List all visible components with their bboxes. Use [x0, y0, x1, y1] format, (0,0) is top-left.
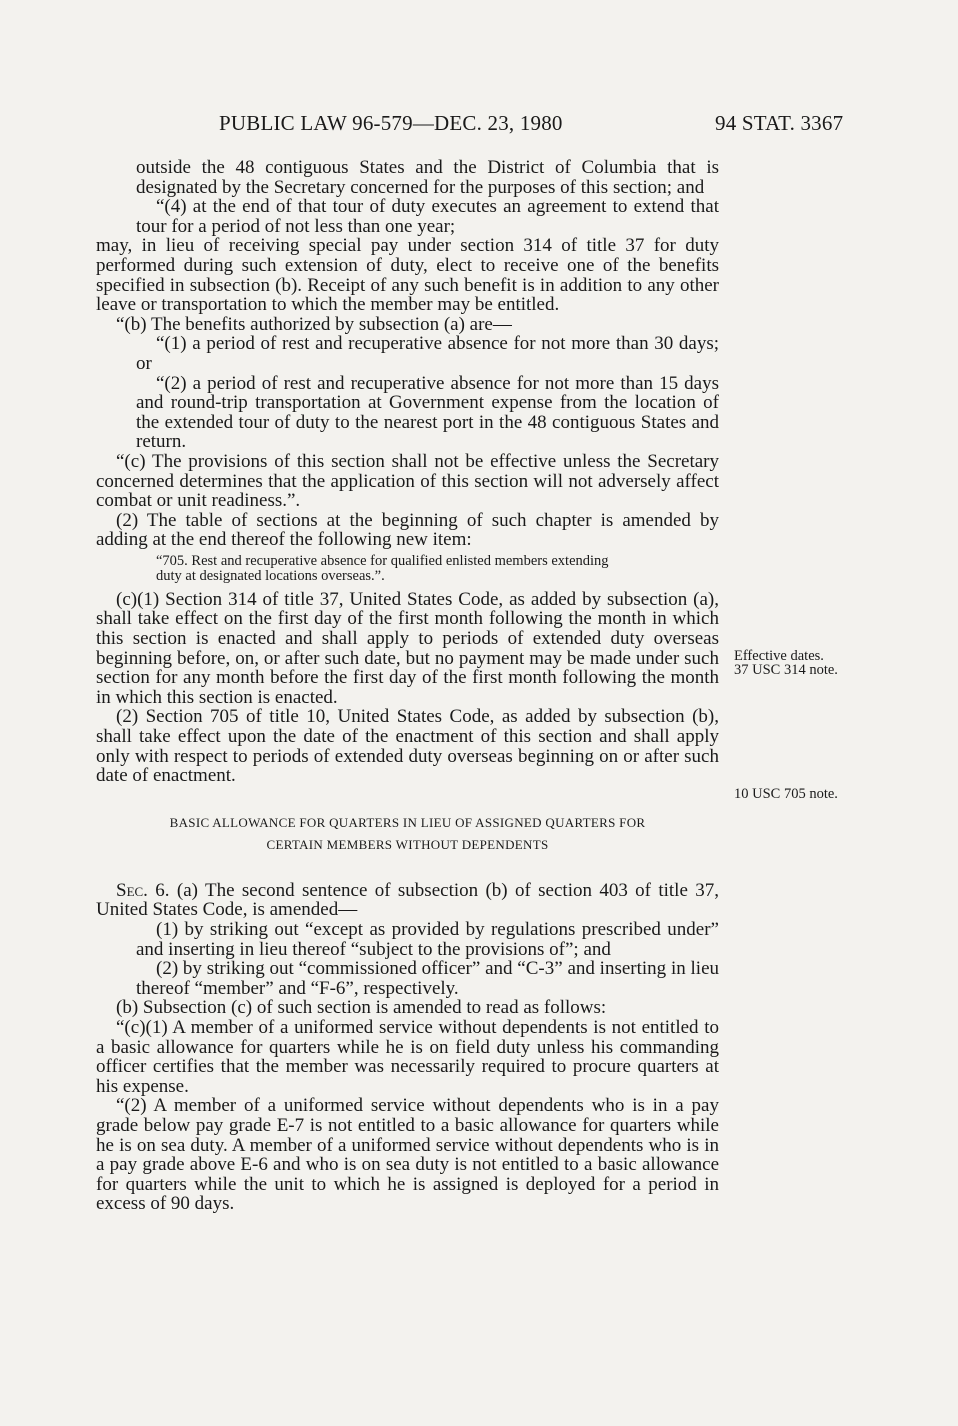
paragraph: (2) by striking out “commissioned officer” and “C-3” and inserting in lieu thereof “member” and “F-6”, respectively.: [136, 958, 719, 999]
paragraph: “(c)(1) A member of a uniformed service without dependents is not entitled to a basic allowance for quarters while he is on field duty unless his commanding officer certifies that the member was necessarily required to procure quarters at his expense.: [96, 1016, 719, 1097]
margin-note-37-usc-314: 37 USC 314 note.: [734, 662, 838, 678]
paragraph: outside the 48 contiguous States and the District of Columbia that is designated by the Secretary concerned for the purposes of this section; and: [136, 157, 719, 198]
paragraph-text: (a) The second sentence of subsection (b) of section 403 of title 37, United States Code, is amended—: [96, 879, 719, 921]
section-heading: [96, 812, 719, 856]
table-item-line: duty at designated locations overseas.”.: [156, 567, 385, 584]
paragraph: “(b) The benefits authorized by subsection (a) are—: [116, 313, 512, 335]
margin-note-10-usc-705: 10 USC 705 note.: [734, 786, 838, 802]
paragraph: (b) Subsection (c) of such section is amended to read as follows:: [116, 997, 607, 1019]
paragraph: “(2) A member of a uniformed service without dependents who is in a pay grade below pay grade E-7 is not entitled to a basic allowance for quarters while he is on sea duty. A member of a uniformed service without dependents who is in a pay grade above E-6 and who is on sea duty is not entitled to a basic allowance for quarters while the unit to which he is assigned is deployed for a period in excess of 90 days.: [96, 1095, 719, 1215]
page-header-title: PUBLIC LAW 96-579—DEC. 23, 1980: [219, 111, 563, 135]
heading-line: CERTAIN MEMBERS WITHOUT DEPENDENTS: [266, 836, 549, 852]
section-label: Sec. 6.: [116, 879, 170, 901]
table-item-line: “705. Rest and recuperative absence for qualified enlisted members extending: [156, 552, 609, 569]
margin-note-effective-dates: Effective dates.: [734, 648, 824, 664]
paragraph: “(c) The provisions of this section shall not be effective unless the Secretary concerned determines that the application of this section will not adversely affect combat or unit readiness.”.: [96, 450, 719, 512]
body-text: [96, 158, 719, 1214]
paragraph: (c)(1) Section 314 of title 37, United States Code, as added by subsection (a), shall take effect on the first day of the first month following the month in which this section is enacted and shall apply to periods of extended duty overseas beginning before, on, or after such date, but no payment may be made under such section for any month before the first day of the first month following the month in which this section is enacted.: [96, 588, 719, 708]
paragraph: (2) Section 705 of title 10, United States Code, as added by subsection (b), shall take effect upon the date of the enactment of this section and shall apply only with respect to periods of extended duty overseas beginning on or after such date of enactment.: [96, 706, 719, 787]
page-header-stat: 94 STAT. 3367: [715, 111, 844, 135]
paragraph: may, in lieu of receiving special pay under section 314 of title 37 for duty performed during such extension of duty, elect to receive one of the benefits specified in subsection (b). Receipt of any such benefit is in addition to any other leave or transportation to which the member may be entitled.: [96, 235, 719, 316]
table-of-sections-item: [96, 554, 719, 584]
paragraph: “(2) a period of rest and recuperative absence for not more than 15 days and round-trip transportation at Government expense from the location of the extended tour of duty to the nearest port in the 48 contiguous States and return.: [136, 372, 719, 453]
paragraph: [96, 881, 719, 920]
paragraph: “(1) a period of rest and recuperative absence for not more than 30 days; or: [136, 333, 719, 374]
paragraph: “(4) at the end of that tour of duty executes an agreement to extend that tour for a period of not less than one year;: [136, 196, 719, 237]
heading-line: BASIC ALLOWANCE FOR QUARTERS IN LIEU OF ASSIGNED QUARTERS FOR: [169, 814, 646, 830]
paragraph: (1) by striking out “except as provided by regulations prescribed under” and inserting in lieu thereof “subject to the provisions of”; and: [136, 919, 719, 960]
paragraph: (2) The table of sections at the beginning of such chapter is amended by adding at the end thereof the following new item:: [96, 509, 719, 551]
